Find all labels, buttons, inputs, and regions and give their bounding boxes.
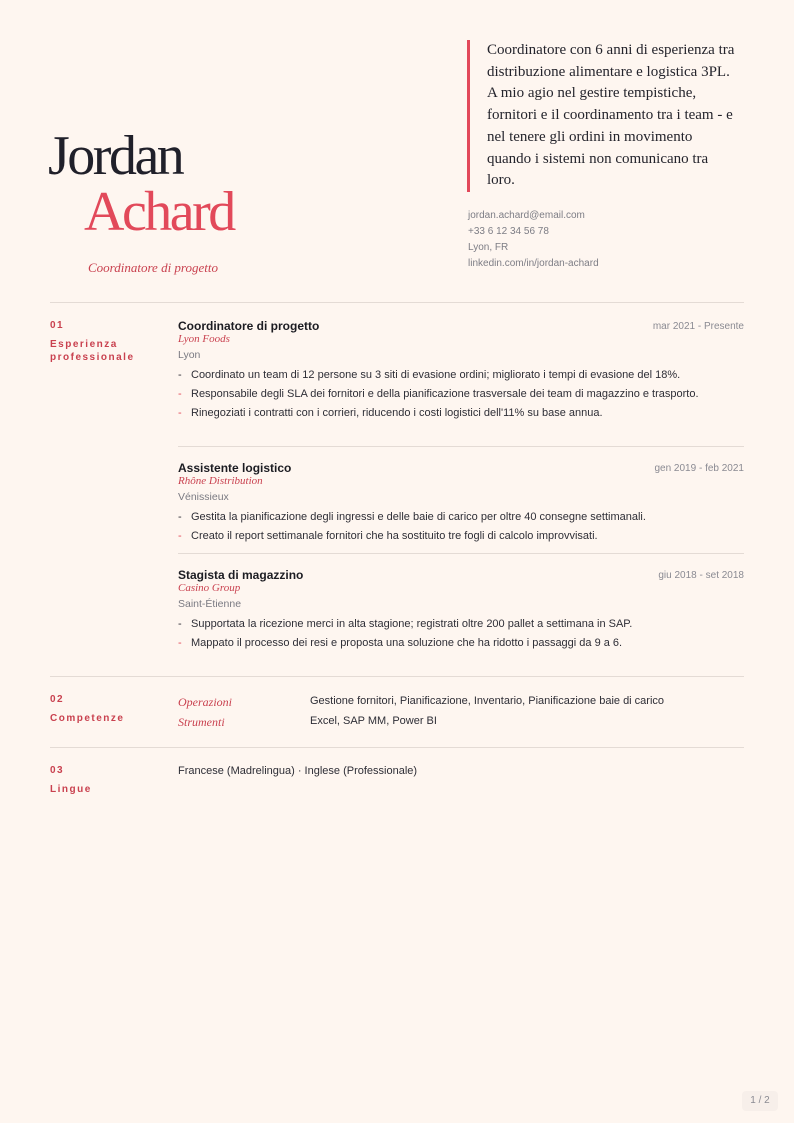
skill-category: Operazioni: [178, 695, 232, 709]
job-dates: mar 2021 - Presente: [652, 321, 744, 332]
section-number: 01: [50, 320, 65, 331]
job-entry: [178, 569, 744, 654]
contact-linkedin[interactable]: linkedin.com/in/jordan-achard: [468, 258, 599, 269]
contact-phone[interactable]: +33 6 12 34 56 78: [468, 226, 549, 237]
first-name: Jordan: [48, 125, 183, 187]
job-title: Assistente logistico: [178, 461, 292, 475]
section-number: 02: [50, 694, 65, 705]
bullet-item: - Creato il report settimanale fornitori che ha sostituito tre fogli di calcolo improvvisati.: [178, 528, 711, 544]
job-bullets: [178, 616, 744, 651]
divider: [50, 676, 744, 677]
contact-email[interactable]: jordan.achard@email.com: [468, 210, 585, 221]
summary-block: [467, 40, 735, 192]
divider: [178, 446, 744, 447]
job-location: Lyon: [178, 349, 201, 361]
job-company: Casino Group: [178, 582, 241, 594]
job-entry: [178, 320, 744, 424]
languages-list: Francese (Madrelingua) · Inglese (Professionale): [178, 765, 418, 777]
job-location: Vénissieux: [178, 491, 229, 503]
job-dates: gen 2019 - feb 2021: [654, 463, 744, 474]
job-bullets: [178, 509, 744, 544]
bullet-item: - Mappato il processo dei resi e proposta una soluzione che ha ridotto i passaggi da 9 a 6.: [178, 635, 711, 651]
job-location: Saint-Étienne: [178, 598, 242, 610]
bullet-item: - Supportata la ricezione merci in alta stagione; registrati oltre 200 pallet a settimana in SAP.: [178, 616, 711, 632]
section-title-skills: Competenze: [50, 713, 125, 724]
skill-value: Excel, SAP MM, Power BI: [310, 715, 437, 727]
skill-value: Gestione fornitori, Pianificazione, Inventario, Pianificazione baie di carico: [310, 695, 665, 707]
divider: [50, 747, 744, 748]
contact-info: [468, 208, 599, 272]
job-company: Lyon Foods: [178, 333, 230, 345]
job-dates: giu 2018 - set 2018: [658, 570, 744, 581]
section-title-experience: Esperienza professionale: [50, 339, 135, 363]
summary-text: Coordinatore con 6 anni di esperienza tra distribuzione alimentare e logistica 3PL. A mio agio nel gestire tempistiche, fornitori e il coordinamento tra i team - e nel tenere gli ordini in movimento quando i sistemi non comunicano tra loro.: [487, 42, 735, 189]
job-bullets: [178, 367, 744, 421]
role-title: Coordinatore di progetto: [88, 260, 218, 275]
bullet-item: - Coordinato un team di 12 persone su 3 siti di evasione ordini; migliorato i tempi di evasione del 18%.: [178, 367, 711, 383]
section-number: 03: [50, 765, 65, 776]
section-title-languages: Lingue: [50, 784, 92, 795]
job-title: Stagista di magazzino: [178, 568, 304, 582]
page-number: 1 / 2: [742, 1091, 778, 1111]
job-company: Rhône Distribution: [178, 475, 263, 487]
bullet-item: - Gestita la pianificazione degli ingressi e delle baie di carico per oltre 40 consegne settimanali.: [178, 509, 711, 525]
bullet-item: - Responsabile degli SLA dei fornitori e della pianificazione trasversale dei team di magazzino e trasporto.: [178, 386, 711, 402]
job-entry: [178, 462, 744, 547]
contact-location: Lyon, FR: [468, 242, 509, 253]
job-title: Coordinatore di progetto: [178, 319, 320, 333]
skill-category: Strumenti: [178, 715, 225, 729]
divider: [50, 302, 744, 303]
last-name: Achard: [84, 181, 234, 243]
bullet-item: - Rinegoziati i contratti con i corrieri, riducendo i costi logistici dell'11% su base annua.: [178, 405, 711, 421]
divider: [178, 553, 744, 554]
